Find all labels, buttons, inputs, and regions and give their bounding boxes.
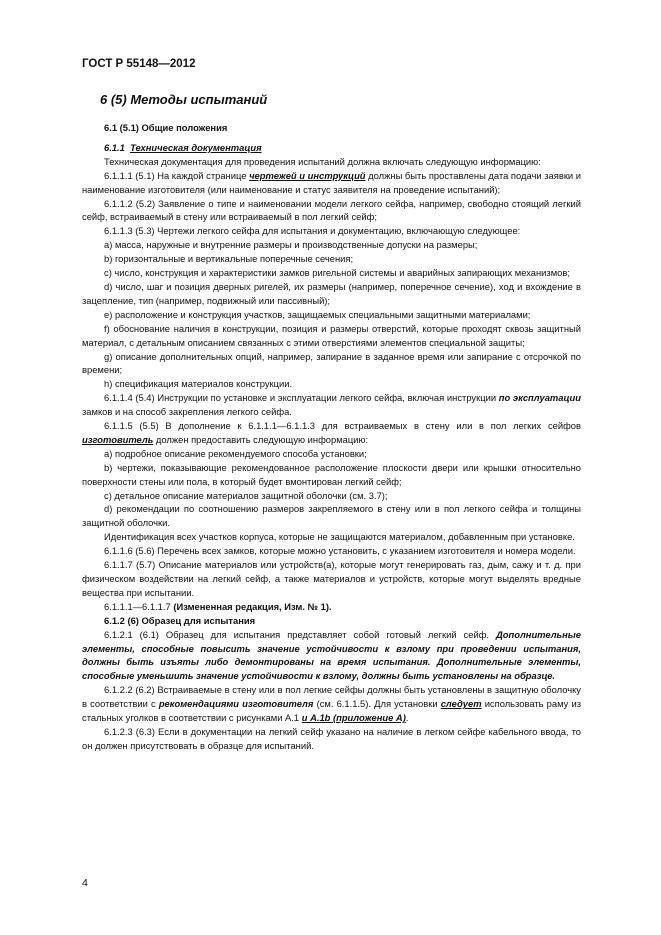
list-item: c) число, конструкция и характеристики замков ригельной системы и аварийных запирающих механизмов; <box>104 267 570 279</box>
subsection-heading-6-1-1 <box>82 141 581 155</box>
list-item: g) описание дополнительных опций, например, запирание в заданное время или запирание с отсрочкой по времени; <box>82 350 581 376</box>
list-item: e) расположение и конструкция участков, защищаемых специальными защитными материалами; <box>104 308 531 320</box>
paragraph-6-1-1-4: 6.1.1.4 (5.4) Инструкции по установке и эксплуатации легкого сейфа, включая инструкции по эксплуатации замков и на способ закрепления легкого сейфа. <box>82 392 581 418</box>
paragraph-6-1-2-1: 6.1.2.1 (6.1) Образец для испытания представляет собой готовый легкий сейф. Дополнительные элементы, способные повысить значение устойчивости к взлому при проведении испытания, должны быть изъяты либо демонтированы на время испытания. Дополнительные элементы, способные уменьшить значение устойчивости к взлому, должны быть установлены на образце. <box>82 628 581 682</box>
heading-number: 6.1.1 <box>104 141 125 153</box>
subsection-heading-6-1: 6.1 (5.1) Общие положения <box>104 122 228 133</box>
paragraph-6-1-1-2: 6.1.1.2 (5.2) Заявление о типе и наименовании модели легкого сейфа, например, свободно стоящий легкий сейф, встраиваемый в стену или встраиваемый в пол легкий сейф; <box>82 197 581 223</box>
section-title: 6 (5) Методы испытаний <box>100 92 268 107</box>
emphasis: и А.1b (приложение А) <box>301 712 406 724</box>
subsection-heading-6-1-2: 6.1.2 (6) Образец для испытания <box>104 614 256 626</box>
paragraph-6-1-1-1: 6.1.1.1 (5.1) На каждой странице чертежей и инструкций должны быть проставлены дата подачи заявки и наименование изготовителя (или наименование и статус заявителя на проведение испытаний); <box>82 169 582 195</box>
amendment-note: 6.1.1.1—6.1.1.7 (Измененная редакция, Изм. № 1). <box>104 600 332 612</box>
emphasis: Дополнительные элементы, способные повысить значение устойчивости к взлому при проведении испытания, должны быть изъяты либо демонтированы на время испытания. Дополнительные элементы, способные уменьшить значение устойчивости к взлому, должны быть установлены на образце. <box>82 628 581 682</box>
list-item: a) подробное описание рекомендуемого способа установки; <box>104 447 367 459</box>
paragraph-identification: Идентификация всех участков корпуса, которые не защищаются материалом, добавленным при установке. <box>104 531 575 543</box>
emphasis: по эксплуатации <box>498 392 581 404</box>
paragraph-6-1-1-6: 6.1.1.6 (5.6) Перечень всех замков, которые можно установить, с указанием изготовителя и номера модели. <box>104 545 576 557</box>
list-item: f) обоснование наличия в конструкции, позиция и размеры отверстий, которые проходят сквозь защитный материал, с детальным описанием связанных с этими отверстиями элементов специальной защиты; <box>82 322 581 348</box>
list-item: b) горизонтальные и вертикальные поперечные сечения; <box>104 253 354 265</box>
emphasis: рекомендациями изготовителя <box>158 698 314 710</box>
list-item: d) рекомендации по соотношению размеров закрепляемого в стену или в пол легкого сейфа и толщины защитной оболочки. <box>82 503 581 529</box>
heading-title: Техническая документация <box>130 141 262 153</box>
amendment-label: (Измененная редакция, Изм. № 1). <box>173 600 332 612</box>
emphasis: чертежей и инструкций <box>249 169 366 181</box>
page-number: 4 <box>82 877 88 889</box>
paragraph-6-1-2-2: 6.1.2.2 (6.2) Встраиваемые в стену или в пол легкие сейфы должны быть установлены в защитную оболочку в соответствии с рекомендациями изготовителя (см. 6.1.1.5). Для установки следует использовать раму из стальных уголков в соответствии с рисунками А.1 и А.1b (приложение А). <box>82 684 582 724</box>
list-item: a) масса, наружные и внутренние размеры и производственные допуски на размеры; <box>104 239 478 251</box>
list-item: d) число, шаг и позиция дверных ригелей, их размеры (например, поперечное сечение), ход и вхождение в зацепление, тип (например, подвижный или пассивный); <box>82 280 581 306</box>
document-body <box>82 121 581 753</box>
document-header: ГОСТ Р 55148—2012 <box>82 58 196 70</box>
paragraph-6-1-1-7: 6.1.1.7 (5.7) Описание материалов или устройств(а), которые могут генерировать газ, дым, сажу и т. д. при физическом воздействии на легкий сейф, а также материалов и устройств, которые могут выделять вредные вещества при испытании. <box>82 559 581 598</box>
emphasis: изготовитель <box>82 433 154 445</box>
paragraph-6-1-1-3: 6.1.1.3 (5.3) Чертежи легкого сейфа для испытания и документацию, включающую следующее: <box>104 225 521 237</box>
list-item: c) детальное описание материалов защитной оболочки (см. 3.7); <box>104 489 388 501</box>
list-item: b) чертежи, показывающие рекомендованное расположение плоскости двери или крышки относительно поверхности стены или пола, в который будет вмонтирован легкий сейф; <box>82 461 581 487</box>
paragraph-6-1-1-5: 6.1.1.5 (5.5) В дополнение к 6.1.1.1—6.1.1.3 для встраиваемых в стену или в пол легких сейфов изготовитель должен предоставить следующую информацию: <box>82 420 581 445</box>
paragraph-intro: Техническая документация для проведения испытаний должна включать следующую информацию: <box>104 155 541 167</box>
emphasis: следует <box>440 698 482 710</box>
paragraph-6-1-2-3: 6.1.2.3 (6.3) Если в документации на легкий сейф указано на наличие в легком сейфе кабельного ввода, то он должен присутствовать в образце для испытаний. <box>82 725 581 751</box>
list-item: h) спецификация материалов конструкции. <box>104 378 293 390</box>
